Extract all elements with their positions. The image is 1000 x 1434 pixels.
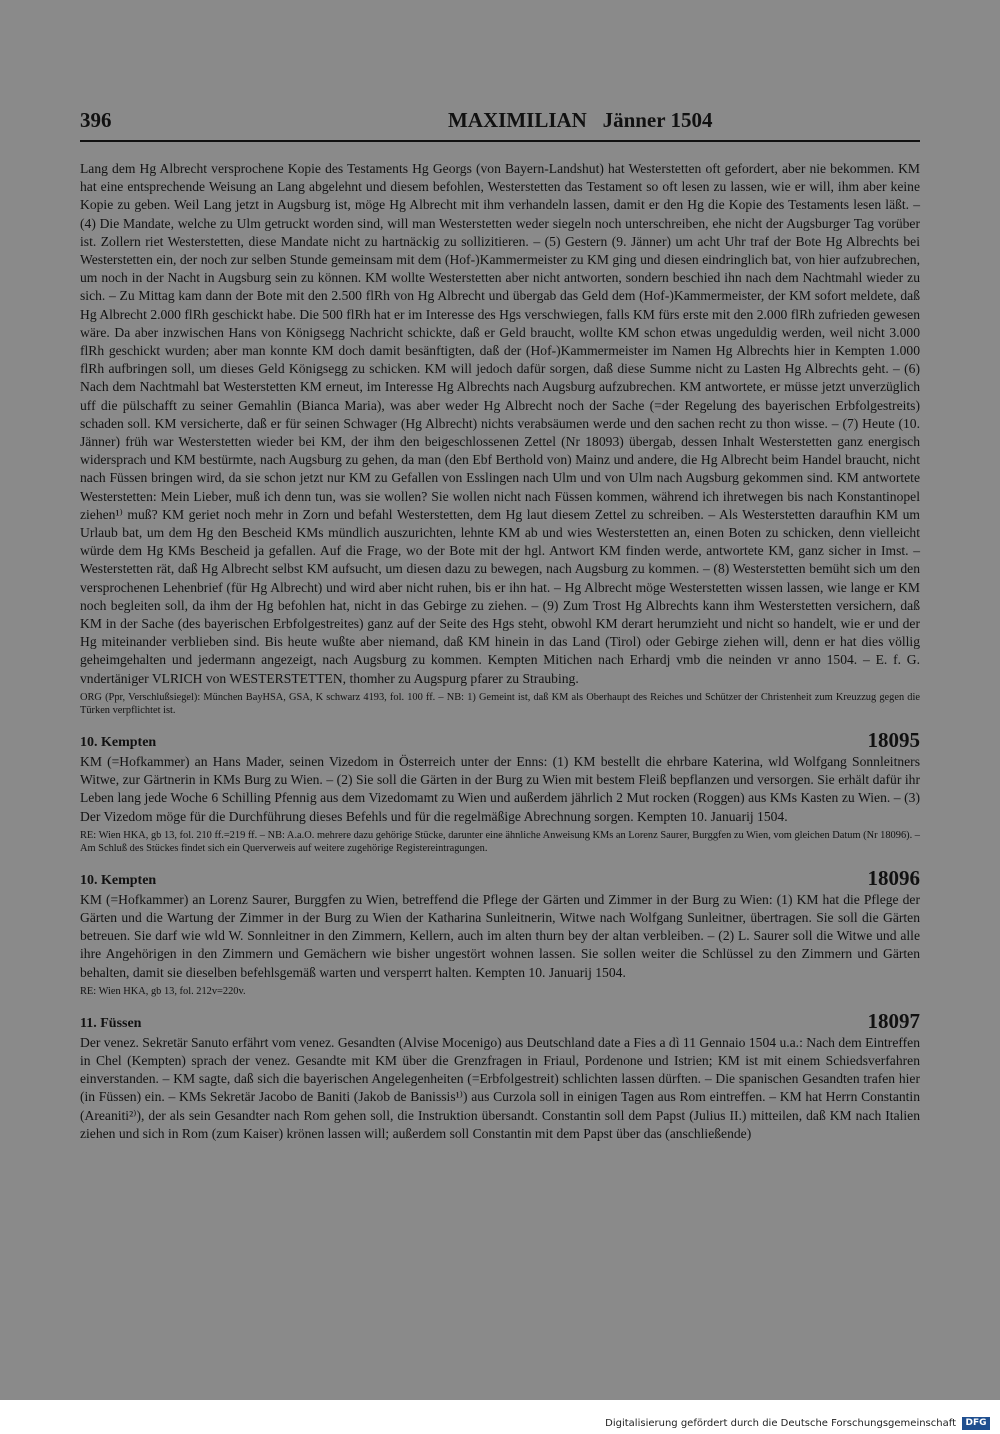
entry-header (80, 729, 920, 753)
entry-number: 18096 (867, 865, 920, 890)
page-title: MAXIMILIAN Jänner 1504 (448, 108, 713, 132)
entry-date: 10. Kempten (80, 872, 157, 888)
entry-text: KM (=Hofkammer) an Lorenz Saurer, Burggfen zu Wien, betreffend die Pflege der Gärten und Zimmer in der Burg zu Wien: (1) KM hat die Pflege der Gärten und die Wartung der Zimmer in der Burg zu Wien der Katharina Sunleitnerin, Witwe nach Wolfgang Sunleitner, übertragen. Sie soll die Gärten betreuen. Sie darf wie wld W. Sonnleitner in den Zimmern, Kellern, auch im alten thurn bey der altan verbleiben. – (2) L. Saurer soll die Witwe und alle ihre Angehörigen in den Zimmern und Gemächern wie bisher ungestört wohnen lassen. Sie sollen weiter die Schlüssel zu den Zimmern und Gärten behalten, damit sie dieselben befehlsgemäß warten und versperrt halten. Kempten 10. Januarij 1504. (80, 891, 920, 980)
entry-header (80, 867, 920, 891)
intro-source-note: ORG (Ppr, Verschlußsiegel): München BayHSA, GSA, K schwarz 4193, fol. 100 ff. – NB: 1) Gemeint ist, daß KM als Oberhaupt des Reiches und Schützer der Christenheit zum Kreuzzug gegen die Türken verpflichtet ist. (80, 691, 920, 716)
running-header (80, 108, 920, 142)
funding-notice: Digitalisierung gefördert durch die Deutsche Forschungsgemeinschaft (605, 1418, 956, 1429)
entry-number: 18095 (867, 727, 920, 752)
entry-number: 18097 (867, 1008, 920, 1033)
entry-18096 (80, 867, 920, 998)
entry-source-note: RE: Wien HKA, gb 13, fol. 210 ff.=219 ff. – NB: A.a.O. mehrere dazu gehörige Stücke, darunter eine ähnliche Anweisung KMs an Lorenz Saurer, Burggfen zu Wien, vom gleichen Datum (Nr 18096). – Am Schluß des Stückes findet sich ein Querverweis auf weitere zugehörige Registereintragungen. (80, 829, 920, 854)
entry-18095 (80, 729, 920, 855)
entry-header (80, 1010, 920, 1034)
entry-text: KM (=Hofkammer) an Hans Mader, seinen Vizedom in Österreich unter der Enns: (1) KM bestellt die ehrbare Katerina, wld Wolfgang Sonnleitners Witwe, zur Gärtnerin in KMs Burg zu Wien. – (2) Sie soll die Gärten in der Burg zu Wien mit bestem Fleiß bepflanzen und versorgen. Sie erhält dafür ihr Leben lang jede Woche 6 Schilling Pfennig aus dem Vizedomamt zu Wien und außerdem jährlich 2 Mut rocken (Roggen) aus KMs Kasten zu Wien. – (3) Der Vizedom möge für die Durchführung dieses Befehls und für die regelmäßige Abrechnung sorgen. Kempten 10. Januarij 1504. (80, 753, 920, 824)
entry-18097 (80, 1010, 920, 1143)
entry-text: Der venez. Sekretär Sanuto erfährt vom venez. Gesandten (Alvise Mocenigo) aus Deutschland date a Fies a dì 11 Gennaio 1504 u.a.: Nach dem Eintreffen in Chel (Kempten) sprach der venez. Gesandte mit KM über die Grenzfragen in Friaul, Pordenone und Istrien; KM ist mit einem Schiedsverfahren einverstanden. – KM sagte, daß sich die bayerischen Angelegenheiten (=Erbfolgestreit) schlichten lassen dürften. – Die spanischen Gesandten trafen hier (in Füssen) ein. – KMs Sekretär Jacobo de Baniti (Jakob de Banissis¹⁾) aus Curzola soll in einigen Tagen aus Rom eintreffen. – KM hat Herrn Constantin (Areaniti²⁾), der als sein Gesandter nach Rom gehen soll, die Instruktion übersandt. Constantin soll dem Papst (Julius II.) mitteilen, daß KM nach Italien ziehen und sich in Rom (zum Kaiser) krönen lassen will; außerdem soll Constantin mit dem Papst über das (anschließende) (80, 1034, 920, 1141)
intro-paragraph: Lang dem Hg Albrecht versprochene Kopie des Testaments Hg Georgs (von Bayern-Landshut) hat Westerstetten oft gefordert, aber nie bekommen. KM hat eine entsprechende Weisung an Lang abgelehnt und diesem befohlen, Westerstetten das Testament so oft lesen zu lassen, wie er will, ihm aber keine Kopie zu geben. Weil Lang jetzt in Augsburg ist, möge Hg Albrecht mit ihm verhandeln lassen, damit er den Hg die Kopie des Testaments lesen läßt. – (4) Die Mandate, welche zu Ulm getruckt worden sind, will man Westerstetten weder siegeln noch unterschreiben, ehe nicht der Augsburger Tag vorüber ist. Zollern riet Westerstetten, diese Mandate nicht zu hartnäckig zu sollizitieren. – (5) Gestern (9. Jänner) um acht Uhr traf der Bote Hg Albrechts bei Westerstetten ein, der noch zur selben Stunde gemeinsam mit dem (Hof-)Kammermeister zu KM ging und diesen eindringlich bat, von hier aufzubrechen, um noch in der Nacht in Augsburg sein zu können. KM wollte Westerstetten aber nicht antworten, sondern beschied ihn nach dem Nachtmahl wieder zu sich. – Zu Mittag kam dann der Bote mit den 2.500 flRh von Hg Albrecht und übergab das Geld dem (Hof-)Kammermeister, der KM sofort meldete, daß Hg Albrecht 2.000 flRh geschickt habe. Die 500 flRh hat er im Interesse des Hgs verschwiegen, falls KM fürs erste mit den 2.000 flRh zufrieden gewesen wäre. Da aber inzwischen Hans von Königsegg Nachricht schickte, daß er Geld braucht, wollte KM schon etwas ungeduldig werden, weil nicht 3.000 flRh geschickt wurden; aber man konnte KM doch damit besänftigten, daß der (Hof-)Kammermeister im Namen Hg Albrechts hier in Kempten 1.000 flRh aufbringen soll, um dieses Geld Königsegg zu schicken. KM will jedoch dafür sorgen, daß diese Summe nicht zu Lasten Hg Albrechts geht. – (6) Nach dem Nachtmahl bat Westerstetten KM erneut, im Interesse Hg Albrechts nach Augsburg aufzubrechen. KM antwortete, er müsse jetzt unverzüglich uff die pülschafft zu seiner Gemahlin (Bianca Maria), was aber weder Hg Albrecht noch der Sache (=der Regelung des bayerischen Erbfolgestreits) schaden soll. KM versicherte, daß er für seinen Schwager (Hg Albrecht) nichts verabsäumen werde und den sachen recht zu thon wisse. – (7) Heute (10. Jänner) früh war Westerstetten wieder bei KM, der ihm den beigeschlossenen Zettel (Nr 18093) übergab, dessen Inhalt Westerstetten ganz energisch widersprach und KM bestürmte, nach Augsburg zu gehen, da man (den Ebf Berthold von) Mainz und andere, die Hg Albrecht beim Handel braucht, nicht nach Füssen bringen wird, da sie schon jetzt nur KM zu Gefallen von Esslingen nach Ulm und von Ulm nach Augsburg gekommen sind. KM antwortete Westerstetten: Mein Lieber, muß ich denn tun, was sie wollen? Sie wollen nicht nach Füssen kommen, während ich ihretwegen bis nach Konstantinopel ziehen¹⁾ muß? KM geriet noch mehr in Zorn und befahl Westerstetten, dem Hg laut diesem Zettel zu schreiben. – Als Westerstetten daraufhin KM um Urlaub bat, um dem Hg den Bescheid KMs mündlich auszurichten, lehnte KM ab und wies Westerstetten an, einen Boten zu schicken, denn vielleicht würde dem Hg KMs Bescheid ja gefallen. Auf die Frage, wo der Bote mit der hgl. Antwort KM finden werde, antwortete KM, ganz sicher in Imst. – Westerstetten rät, daß Hg Albrecht selbst KM aufsucht, um diesen dazu zu bewegen, nach Augsburg zu kommen. – (8) Westerstetten bemüht sich um den versprochenen Lehenbrief (für Hg Albrecht) und wird aber nicht ruhen, bis er ihn hat. – Hg Albrecht möge Westerstetten wissen lassen, wie lange er KM noch begleiten soll, da ihm der Hg befohlen hat, nicht in das Gebirge zu ziehen. – (9) Zum Trost Hg Albrechts kann ihm Westerstetten versichern, daß KM in der Sache (des bayerischen Erbfolgestreites) ganz auf der Seite des Hgs steht, obwohl KM derart herumzieht und nicht so handelt, wie er und der Hg miteinander verblieben sind. Bis heute wußte aber niemand, daß KM hinein in das Land (Tirol) oder Gebirge ziehen will, denn er hat dies völlig geheimgehalten und jedermann angezeigt, nach Augsburg zu kommen. Kempten Mitichen nach Erhardj vmb die neinden vr anno 1504. – E. f. G. vndertäniger VLRICH von WESTERSTETTEN, thomher zu Augspurg pfarer zu Straubing. (80, 161, 920, 686)
entry-date: 11. Füssen (80, 1015, 142, 1031)
dfg-logo-icon: DFG (962, 1417, 990, 1430)
entry-source-note: RE: Wien HKA, gb 13, fol. 212v=220v. (80, 985, 246, 997)
entry-date: 10. Kempten (80, 734, 157, 750)
footer-bar (0, 1400, 1000, 1434)
page-number: 396 (80, 108, 112, 132)
page-content (80, 160, 920, 1143)
